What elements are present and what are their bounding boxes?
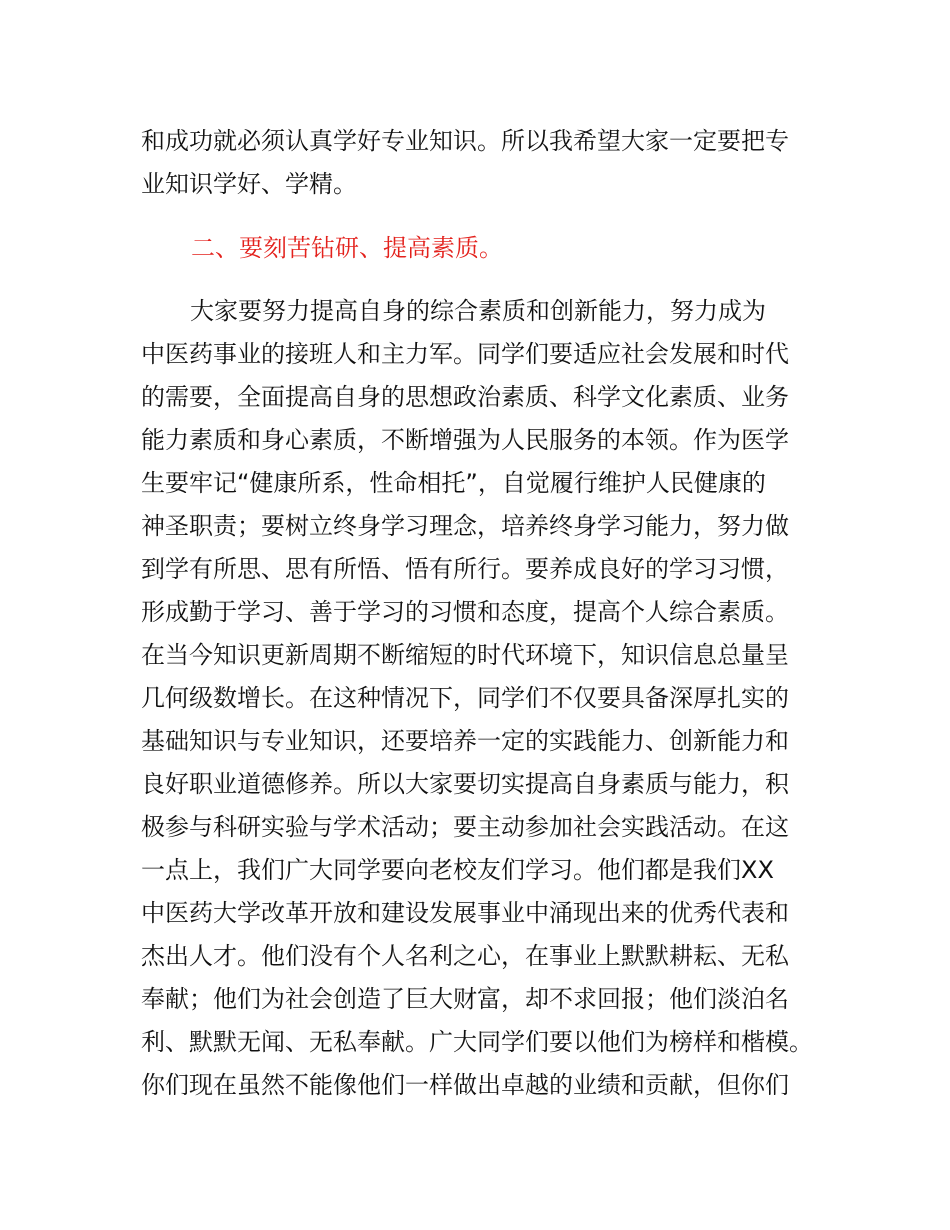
text-line: 形成勤于学习、善于学习的习惯和态度，提高个人综合素质。 — [141, 598, 789, 626]
text-line: 和成功就必须认真学好专业知识。所以我希望大家一定要把专 — [141, 127, 789, 155]
text-line: 中医药事业的接班人和主力军。同学们要适应社会发展和时代 — [141, 340, 789, 368]
text-line: 神圣职责；要树立终身学习理念，培养终身学习能力，努力做 — [141, 512, 789, 540]
text-line: 杰出人才。他们没有个人名利之心，在事业上默默耕耘、无私 — [141, 942, 789, 970]
text-line: 极参与科研实验与学术活动；要主动参加社会实践活动。在这 — [141, 813, 789, 841]
section-heading: 二、要刻苦钻研、提高素质。 — [191, 234, 503, 262]
text-line: 在当今知识更新周期不断缩短的时代环境下，知识信息总量呈 — [141, 641, 789, 669]
text-line: 业知识学好、学精。 — [141, 170, 357, 198]
text-line: 奉献；他们为社会创造了巨大财富，却不求回报；他们淡泊名 — [141, 985, 789, 1013]
text-line: 大家要努力提高自身的综合素质和创新能力，努力成为 — [190, 297, 766, 325]
text-line: 的需要，全面提高自身的思想政治素质、科学文化素质、业务 — [141, 383, 789, 411]
text-line: 利、默默无闻、无私奉献。广大同学们要以他们为榜样和楷模。 — [141, 1028, 813, 1056]
text-line: 几何级数增长。在这种情况下，同学们不仅要具备深厚扎实的 — [141, 684, 789, 712]
text-line: 生要牢记“健康所系，性命相托”，自觉履行维护人民健康的 — [141, 469, 766, 497]
text-line: 你们现在虽然不能像他们一样做出卓越的业绩和贡献，但你们 — [141, 1071, 789, 1099]
text-line: 良好职业道德修养。所以大家要切实提高自身素质与能力，积 — [141, 770, 789, 798]
text-line: 中医药大学改革开放和建设发展事业中涌现出来的优秀代表和 — [141, 899, 789, 927]
text-line: 一点上，我们广大同学要向老校友们学习。他们都是我们XX — [141, 856, 774, 884]
text-line: 基础知识与专业知识，还要培养一定的实践能力、创新能力和 — [141, 727, 789, 755]
text-line: 能力素质和身心素质，不断增强为人民服务的本领。作为医学 — [141, 426, 789, 454]
text-line: 到学有所思、思有所悟、悟有所行。要养成良好的学习习惯， — [141, 555, 789, 583]
